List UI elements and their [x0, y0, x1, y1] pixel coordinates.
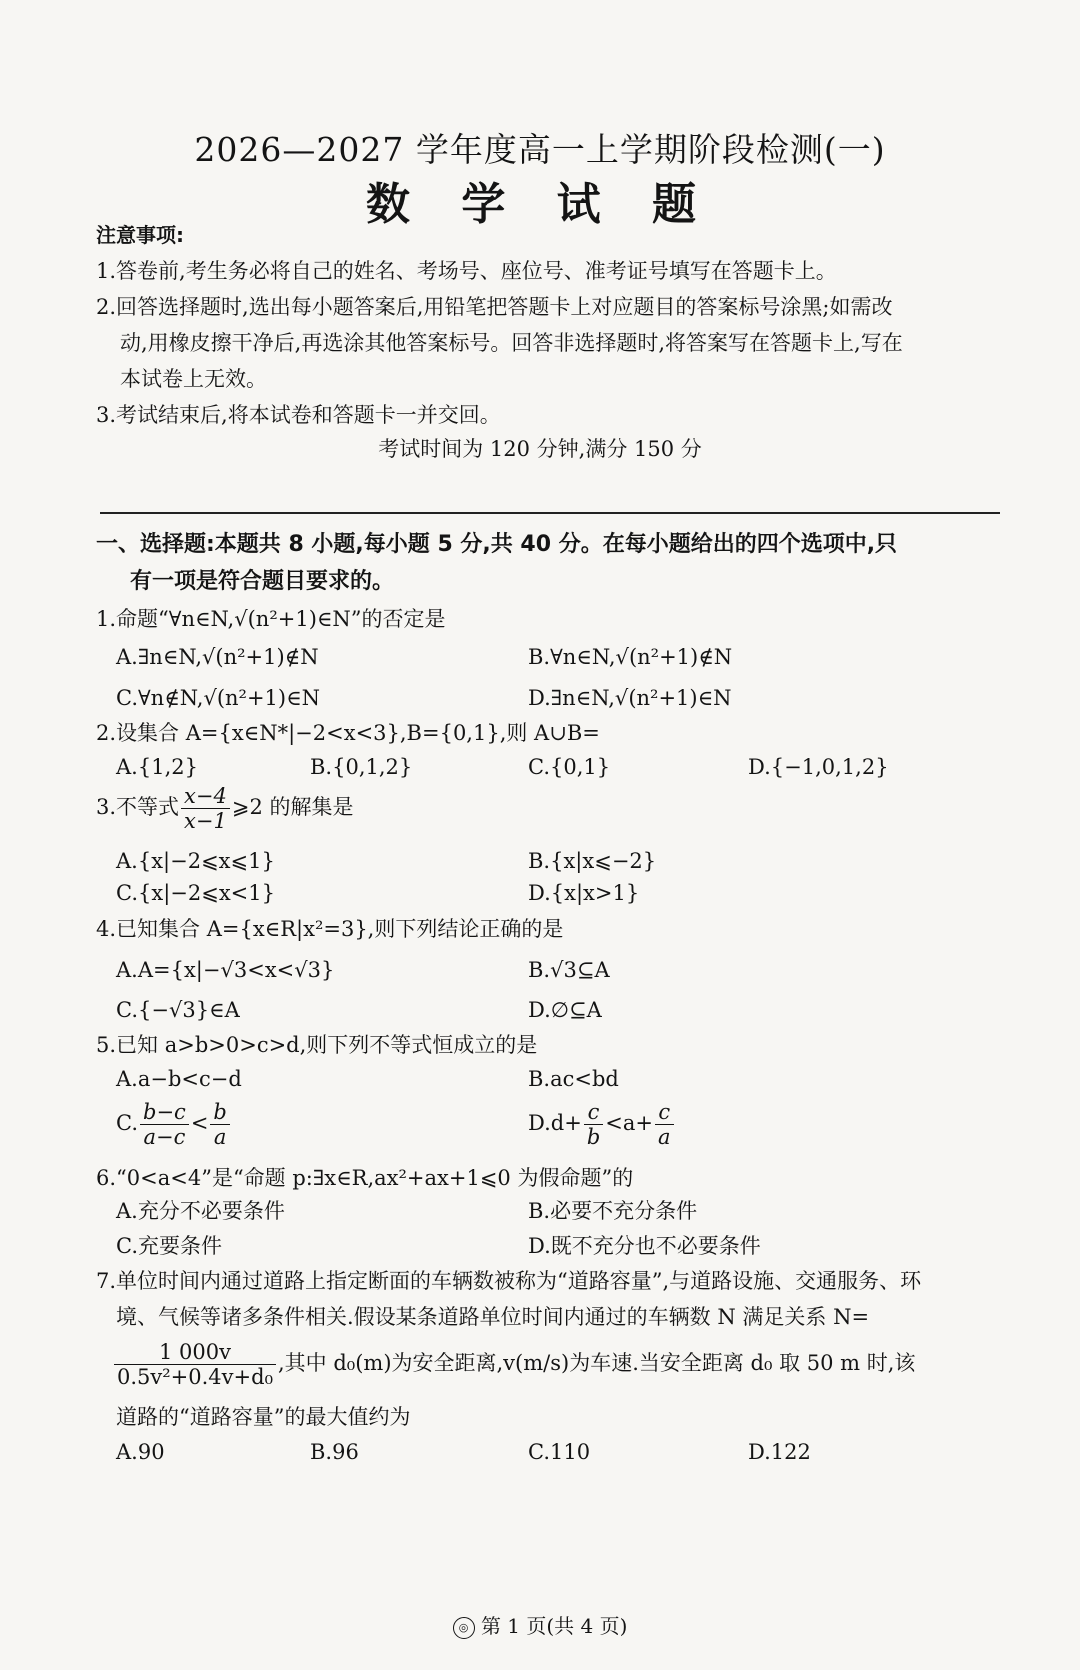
q7-fraction	[114, 1340, 276, 1389]
q4-option-a: A.A={x|−√3<x<√3}	[116, 958, 335, 982]
q7-option-d: D.122	[748, 1440, 811, 1464]
exam-time: 考试时间为 120 分钟,满分 150 分	[378, 437, 702, 461]
publisher-logo-icon: ◎	[453, 1617, 475, 1639]
page-number: 第 1 页(共 4 页)	[480, 1614, 628, 1638]
q5-option-d-prefix: D.d+	[528, 1111, 582, 1135]
q3-stem-pre: 3.不等式	[96, 795, 180, 819]
notice-item-2-line-3: 本试卷上无效。	[120, 367, 267, 391]
q2-option-d: D.{−1,0,1,2}	[748, 755, 889, 779]
q5-option-d-fraction-2	[655, 1100, 674, 1149]
q7-option-b: B.96	[310, 1440, 359, 1464]
q7-line-4: 道路的“道路容量”的最大值约为	[116, 1405, 411, 1429]
divider	[100, 512, 1000, 514]
q1-option-d: D.∃n∈N,√(n²+1)∈N	[528, 686, 732, 710]
section-1-heading-line-2: 有一项是符合题目要求的。	[130, 569, 395, 594]
q3-option-a: A.{x|−2⩽x⩽1}	[116, 849, 275, 873]
q7-line-1: 7.单位时间内通过道路上指定断面的车辆数被称为“道路容量”,与道路设施、交通服务、环	[96, 1269, 922, 1293]
notice-item-2-line-1: 2.回答选择题时,选出每小题答案后,用铅笔把答题卡上对应题目的答案标号涂黑;如需改	[96, 295, 893, 319]
q2-stem: 2.设集合 A={x∈N*|−2<x<3},B={0,1},则 A∪B=	[96, 721, 600, 745]
q6-option-c: C.充要条件	[116, 1234, 222, 1258]
q5-option-c-fraction-2	[210, 1100, 229, 1149]
q3-stem	[96, 784, 354, 833]
q1-option-a: A.∃n∈N,√(n²+1)∉N	[116, 645, 319, 669]
q5-option-d-denominator-1: b	[586, 1125, 601, 1149]
notice-item-3: 3.考试结束后,将本试卷和答题卡一并交回。	[96, 403, 501, 427]
q7-option-c: C.110	[528, 1440, 591, 1464]
q4-option-c: C.{−√3}∈A	[116, 998, 240, 1022]
q5-option-d	[528, 1100, 676, 1149]
q7-line-3-text: ,其中 d₀(m)为安全距离,v(m/s)为车速.当安全距离 d₀ 取 50 m 时,该	[278, 1351, 916, 1375]
q5-option-d-numerator-2: c	[655, 1100, 674, 1125]
q6-option-a: A.充分不必要条件	[116, 1199, 285, 1223]
q7-fraction-denominator: 0.5v²+0.4v+d₀	[117, 1365, 273, 1389]
q3-fraction	[181, 784, 230, 833]
q6-option-b: B.必要不充分条件	[528, 1199, 698, 1223]
q6-stem: 6.“0<a<4”是“命题 p:∃x∈R,ax²+ax+1⩽0 为假命题”的	[96, 1166, 634, 1190]
notice-heading: 注意事项:	[96, 223, 184, 247]
q2-option-c: C.{0,1}	[528, 755, 611, 779]
q5-option-c-numerator-2: b	[210, 1100, 229, 1125]
q3-stem-post: ⩾2 的解集是	[231, 795, 354, 819]
q5-option-b: B.ac<bd	[528, 1067, 619, 1091]
q5-option-c-mid: <	[190, 1111, 209, 1135]
q5-option-c-numerator-1: b−c	[140, 1100, 189, 1125]
q5-option-c-denominator-1: a−c	[143, 1125, 186, 1149]
page-footer	[0, 1610, 1080, 1639]
q5-option-d-denominator-2: a	[657, 1125, 671, 1149]
q5-option-c	[116, 1100, 232, 1149]
q5-option-d-fraction-1	[584, 1100, 603, 1149]
q3-fraction-denominator: x−1	[184, 809, 227, 833]
q3-fraction-numerator: x−4	[181, 784, 230, 809]
q5-option-d-numerator-1: c	[584, 1100, 603, 1125]
q1-stem: 1.命题“∀n∈N,√(n²+1)∈N”的否定是	[96, 607, 446, 631]
q5-option-c-fraction-1	[140, 1100, 189, 1149]
q5-option-c-prefix: C.	[116, 1111, 138, 1135]
q7-line-3	[112, 1340, 915, 1389]
q4-stem: 4.已知集合 A={x∈R|x²=3},则下列结论正确的是	[96, 917, 564, 941]
q7-fraction-numerator: 1 000v	[114, 1340, 276, 1365]
q4-option-d: D.∅⊆A	[528, 998, 602, 1022]
q2-option-a: A.{1,2}	[116, 755, 198, 779]
exam-title: 2026—2027 学年度高一上学期阶段检测(一)	[194, 130, 886, 169]
q3-option-c: C.{x|−2⩽x<1}	[116, 881, 275, 905]
subject-title: 数 学 试 题	[366, 179, 714, 230]
section-1-heading-line-1: 一、选择题:本题共 8 小题,每小题 5 分,共 40 分。在每小题给出的四个选项中,只	[96, 532, 898, 557]
q1-option-b: B.∀n∈N,√(n²+1)∉N	[528, 645, 733, 669]
q7-option-a: A.90	[116, 1440, 165, 1464]
q4-option-b: B.√3⊆A	[528, 958, 610, 982]
q5-stem: 5.已知 a>b>0>c>d,则下列不等式恒成立的是	[96, 1033, 538, 1057]
q5-option-a: A.a−b<c−d	[116, 1067, 242, 1091]
q7-line-2: 境、气候等诸多条件相关.假设某条道路单位时间内通过的车辆数 N 满足关系 N=	[116, 1305, 870, 1329]
q3-option-d: D.{x|x>1}	[528, 881, 640, 905]
notice-item-1: 1.答卷前,考生务必将自己的姓名、考场号、座位号、准考证号填写在答题卡上。	[96, 259, 837, 283]
q3-option-b: B.{x|x⩽−2}	[528, 849, 657, 873]
q2-option-b: B.{0,1,2}	[310, 755, 413, 779]
q5-option-c-denominator-2: a	[213, 1125, 227, 1149]
q6-option-d: D.既不充分也不必要条件	[528, 1234, 761, 1258]
notice-item-2-line-2: 动,用橡皮擦干净后,再选涂其他答案标号。回答非选择题时,将答案写在答题卡上,写在	[120, 331, 903, 355]
q5-option-d-mid: <a+	[605, 1111, 653, 1135]
q1-option-c: C.∀n∉N,√(n²+1)∈N	[116, 686, 321, 710]
